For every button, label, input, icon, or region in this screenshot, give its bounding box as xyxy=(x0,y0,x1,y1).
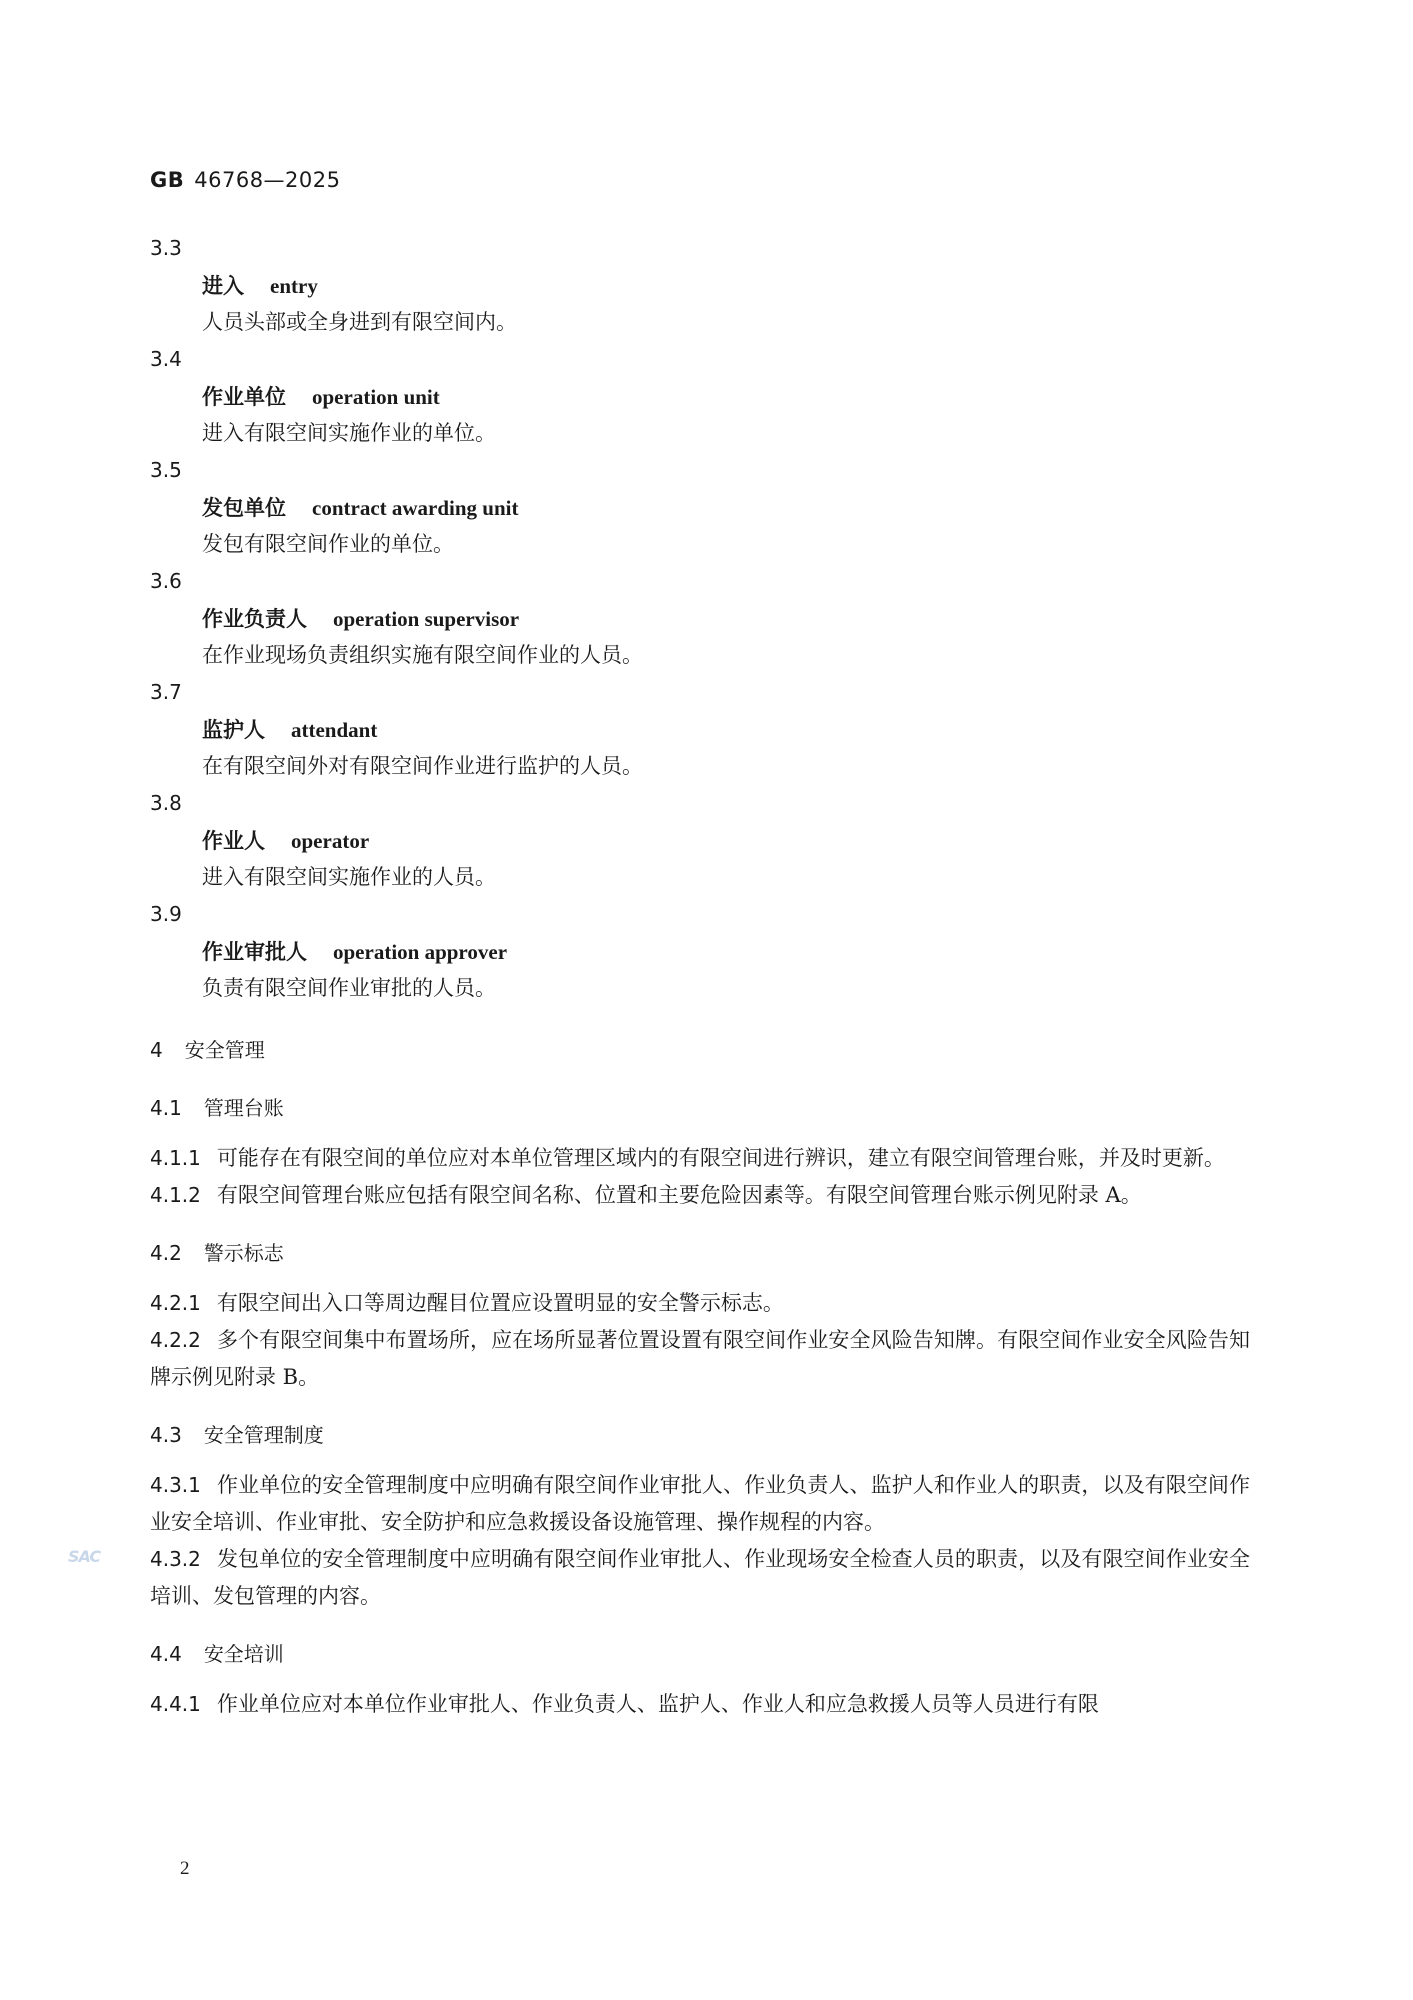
term-title-en: contract awarding unit xyxy=(312,496,519,520)
section-number: 4 xyxy=(150,1038,163,1062)
clause-paragraph xyxy=(150,1686,1250,1723)
clause-number: 4.3.1 xyxy=(150,1473,201,1497)
term-title-en: operation unit xyxy=(312,385,440,409)
paragraph-group xyxy=(150,1140,1250,1214)
term-definition: 人员头部或全身进到有限空间内。 xyxy=(202,310,517,334)
term-entry xyxy=(150,785,1250,896)
term-title-en: entry xyxy=(270,274,318,298)
term-entry xyxy=(150,563,1250,674)
term-definition: 在有限空间外对有限空间作业进行监护的人员。 xyxy=(202,754,643,778)
section-title: 安全管理 xyxy=(184,1038,265,1062)
term-number: 3.8 xyxy=(150,791,182,815)
term-title-en: attendant xyxy=(291,718,378,742)
term-title-en: operation supervisor xyxy=(333,607,520,631)
subsection-heading xyxy=(150,1235,1250,1272)
subsection-title: 管理台账 xyxy=(203,1096,284,1120)
term-title-zh: 发包单位 xyxy=(202,496,286,520)
clause-paragraph xyxy=(150,1177,1250,1214)
term-title-zh: 进入 xyxy=(202,274,244,298)
term-number: 3.4 xyxy=(150,347,182,371)
clause-text: 多个有限空间集中布置场所，应在场所显著位置设置有限空间作业安全风险告知牌。有限空间作业安全风险告知牌示例见附录 B。 xyxy=(150,1328,1250,1389)
clause-number: 4.1.2 xyxy=(150,1183,201,1207)
term-title xyxy=(150,711,1250,748)
clause-paragraph xyxy=(150,1322,1250,1396)
term-title-zh: 作业人 xyxy=(202,829,265,853)
subsection-title: 警示标志 xyxy=(203,1241,284,1265)
clause-number: 4.2.1 xyxy=(150,1291,201,1315)
term-entry xyxy=(150,896,1250,1007)
paragraph-group xyxy=(150,1467,1250,1615)
term-title-en: operation approver xyxy=(333,940,508,964)
subsection-title: 安全培训 xyxy=(203,1642,284,1666)
subsection-number: 4.4 xyxy=(150,1642,182,1666)
term-definition: 负责有限空间作业审批的人员。 xyxy=(202,976,496,1000)
term-title-zh: 作业审批人 xyxy=(202,940,307,964)
subsection-number: 4.2 xyxy=(150,1241,182,1265)
term-entry xyxy=(150,230,1250,341)
clause-number: 4.2.2 xyxy=(150,1328,201,1352)
term-title xyxy=(150,822,1250,859)
term-title xyxy=(150,600,1250,637)
term-title xyxy=(150,933,1250,970)
clause-number: 4.4.1 xyxy=(150,1692,201,1716)
standard-prefix: GB xyxy=(150,168,185,192)
clause-paragraph xyxy=(150,1467,1250,1541)
term-number: 3.6 xyxy=(150,569,182,593)
clause-text: 发包单位的安全管理制度中应明确有限空间作业审批人、作业现场安全检查人员的职责，以及有限空间作业安全培训、发包管理的内容。 xyxy=(150,1547,1250,1608)
clause-text: 可能存在有限空间的单位应对本单位管理区域内的有限空间进行辨识，建立有限空间管理台账，并及时更新。 xyxy=(216,1146,1225,1170)
term-definition: 在作业现场负责组织实施有限空间作业的人员。 xyxy=(202,643,643,667)
subsection-title: 安全管理制度 xyxy=(203,1423,324,1447)
term-title xyxy=(150,489,1250,526)
term-title-zh: 监护人 xyxy=(202,718,265,742)
term-title-zh: 作业单位 xyxy=(202,385,286,409)
subsection-heading xyxy=(150,1417,1250,1454)
clause-text: 作业单位的安全管理制度中应明确有限空间作业审批人、作业负责人、监护人和作业人的职责，以及有限空间作业安全培训、作业审批、安全防护和应急救援设备设施管理、操作规程的内容。 xyxy=(150,1473,1250,1534)
paragraph-group xyxy=(150,1285,1250,1396)
term-definition: 发包有限空间作业的单位。 xyxy=(202,532,454,556)
term-number: 3.7 xyxy=(150,680,182,704)
clause-text: 有限空间管理台账应包括有限空间名称、位置和主要危险因素等。有限空间管理台账示例见附录 A。 xyxy=(216,1183,1142,1207)
standard-header xyxy=(150,168,341,192)
term-number: 3.5 xyxy=(150,458,182,482)
term-title xyxy=(150,267,1250,304)
standard-code: 46768—2025 xyxy=(194,168,341,192)
term-entry xyxy=(150,674,1250,785)
term-title-en: operator xyxy=(291,829,370,853)
term-number: 3.9 xyxy=(150,902,182,926)
paragraph-group xyxy=(150,1686,1250,1723)
subsection-number: 4.1 xyxy=(150,1096,182,1120)
clause-paragraph xyxy=(150,1140,1250,1177)
term-title xyxy=(150,378,1250,415)
subsection-number: 4.3 xyxy=(150,1423,182,1447)
clause-paragraph xyxy=(150,1285,1250,1322)
term-title-zh: 作业负责人 xyxy=(202,607,307,631)
clause-paragraph xyxy=(150,1541,1250,1615)
sac-watermark: SAC xyxy=(68,1547,101,1566)
page-number: 2 xyxy=(180,1858,190,1879)
subsection-heading xyxy=(150,1090,1250,1127)
subsection-heading xyxy=(150,1636,1250,1673)
clause-text: 作业单位应对本单位作业审批人、作业负责人、监护人、作业人和应急救援人员等人员进行有限 xyxy=(216,1692,1099,1716)
document-body xyxy=(150,230,1250,1723)
section-heading xyxy=(150,1032,1250,1069)
term-definition: 进入有限空间实施作业的人员。 xyxy=(202,865,496,889)
clause-text: 有限空间出入口等周边醒目位置应设置明显的安全警示标志。 xyxy=(216,1291,784,1315)
clause-number: 4.1.1 xyxy=(150,1146,201,1170)
term-entry xyxy=(150,341,1250,452)
term-number: 3.3 xyxy=(150,236,182,260)
clause-number: 4.3.2 xyxy=(150,1547,201,1571)
term-definition: 进入有限空间实施作业的单位。 xyxy=(202,421,496,445)
term-entry xyxy=(150,452,1250,563)
